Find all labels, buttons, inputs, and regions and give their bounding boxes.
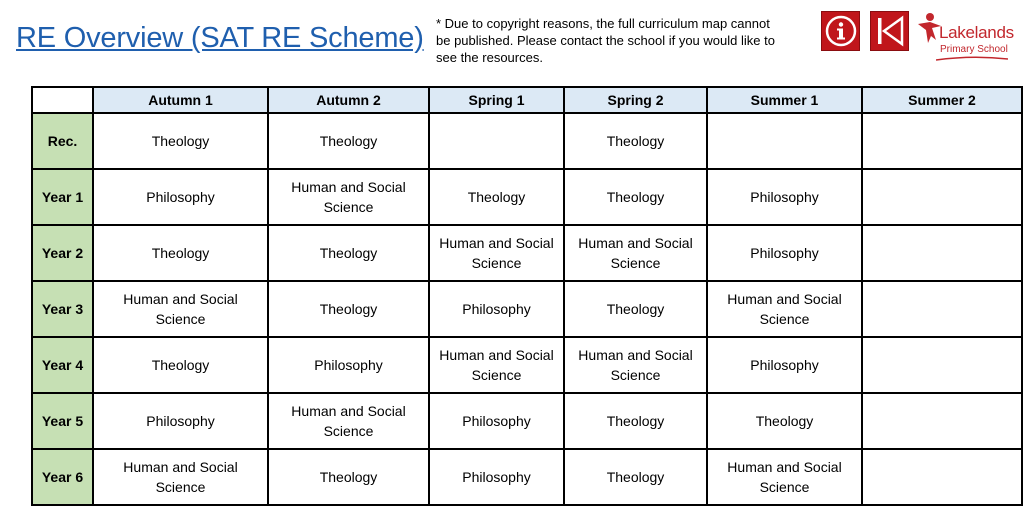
table-cell: Philosophy (429, 281, 564, 337)
table-cell: Theology (564, 281, 707, 337)
table-cell: Theology (268, 449, 429, 505)
table-cell: Philosophy (707, 169, 862, 225)
table-cell: Human and Social Science (564, 337, 707, 393)
table-cell (862, 337, 1022, 393)
table-row (32, 393, 1022, 449)
column-header: Spring 1 (429, 87, 564, 113)
row-header: Year 3 (32, 281, 93, 337)
table-cell: Theology (93, 337, 268, 393)
table-cell: Philosophy (93, 169, 268, 225)
row-header: Rec. (32, 113, 93, 169)
row-header: Year 4 (32, 337, 93, 393)
table-cell (862, 393, 1022, 449)
table-cell: Philosophy (429, 449, 564, 505)
table-cell: Theology (268, 225, 429, 281)
table-cell: Human and Social Science (429, 337, 564, 393)
table-cell (707, 113, 862, 169)
table-cell: Human and Social Science (707, 449, 862, 505)
table-cell: Theology (564, 393, 707, 449)
back-icon (873, 14, 907, 48)
curriculum-table (31, 86, 1023, 506)
table-cell: Theology (93, 225, 268, 281)
table-cell: Human and Social Science (93, 449, 268, 505)
row-header: Year 1 (32, 169, 93, 225)
table-cell: Theology (564, 113, 707, 169)
school-logo-subtitle: Primary School (940, 44, 1008, 55)
table-header-row (32, 87, 1022, 113)
column-header: Summer 1 (707, 87, 862, 113)
table-cell: Human and Social Science (707, 281, 862, 337)
table-cell (862, 281, 1022, 337)
table-cell (862, 169, 1022, 225)
table-cell: Theology (93, 113, 268, 169)
table-row (32, 113, 1022, 169)
table-cell: Human and Social Science (93, 281, 268, 337)
table-cell (429, 113, 564, 169)
table-cell: Human and Social Science (429, 225, 564, 281)
table-cell (862, 449, 1022, 505)
row-header: Year 5 (32, 393, 93, 449)
info-button[interactable] (821, 11, 860, 51)
back-button[interactable] (870, 11, 909, 51)
table-cell: Theology (268, 113, 429, 169)
table-row (32, 281, 1022, 337)
table-cell: Philosophy (93, 393, 268, 449)
copyright-note: * Due to copyright reasons, the full curriculum map cannot be published. Please contact the school if you would like to see the resources. (436, 16, 775, 65)
row-header: Year 2 (32, 225, 93, 281)
column-header: Summer 2 (862, 87, 1022, 113)
table-cell: Philosophy (429, 393, 564, 449)
info-icon (824, 14, 858, 48)
table-row (32, 169, 1022, 225)
table-row (32, 449, 1022, 505)
table-cell: Philosophy (268, 337, 429, 393)
page-title[interactable]: RE Overview (SAT RE Scheme) (16, 22, 424, 54)
row-header: Year 6 (32, 449, 93, 505)
table-cell: Philosophy (707, 337, 862, 393)
column-header: Autumn 2 (268, 87, 429, 113)
table-cell: Theology (707, 393, 862, 449)
column-header: Autumn 1 (93, 87, 268, 113)
table-cell: Theology (429, 169, 564, 225)
school-logo-swoosh-icon (936, 56, 1008, 62)
school-logo-name: Lakelands (939, 23, 1014, 42)
table-cell (862, 113, 1022, 169)
table-cell (862, 225, 1022, 281)
column-header: Spring 2 (564, 87, 707, 113)
table-cell: Theology (564, 169, 707, 225)
table-cell: Human and Social Science (564, 225, 707, 281)
table-cell: Theology (268, 281, 429, 337)
table-cell: Human and Social Science (268, 393, 429, 449)
table-row (32, 225, 1022, 281)
table-row (32, 337, 1022, 393)
table-cell: Human and Social Science (268, 169, 429, 225)
school-logo (914, 10, 1014, 66)
table-cell: Philosophy (707, 225, 862, 281)
table-corner-cell (32, 87, 93, 113)
table-cell: Theology (564, 449, 707, 505)
